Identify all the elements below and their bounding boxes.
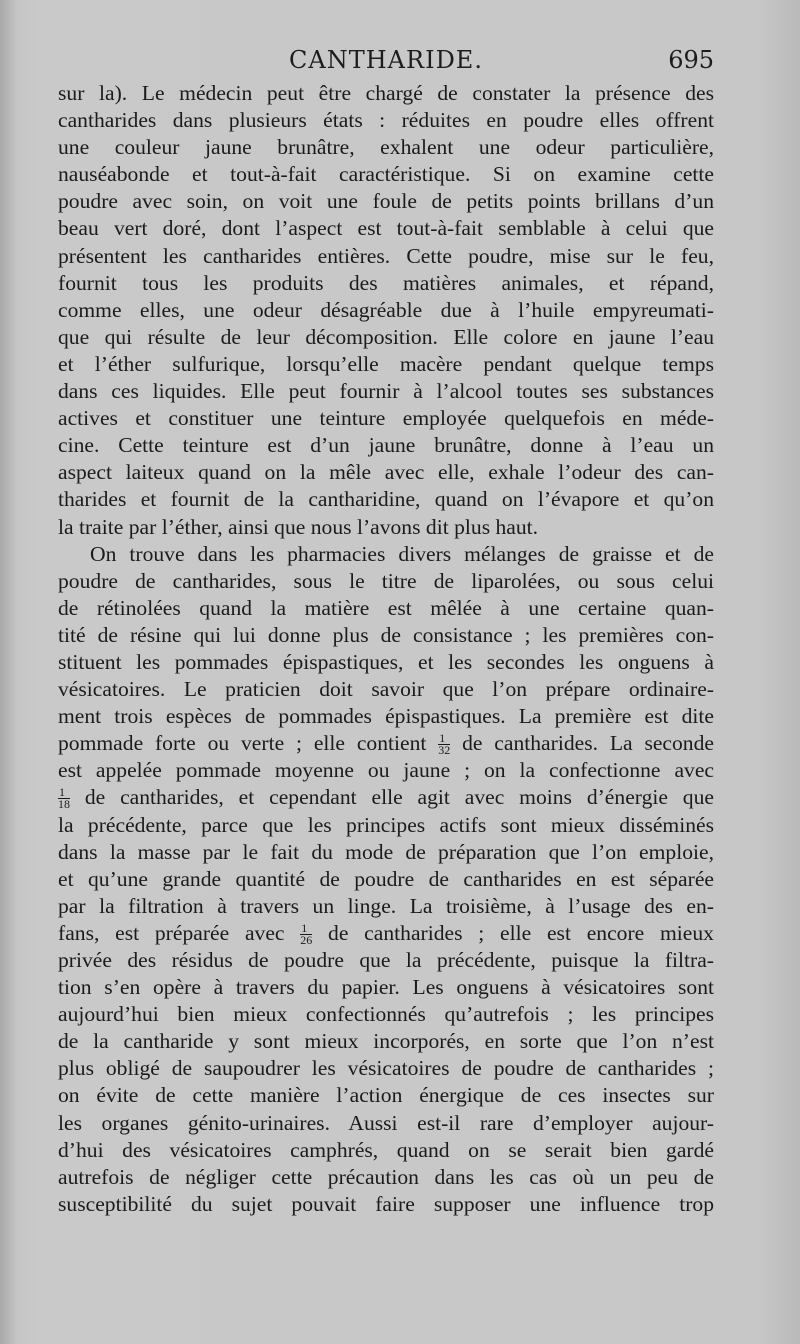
text-line: poudre de cantharides, sous le titre de liparolées, ou sous celui — [58, 568, 714, 593]
text-fragment: de cantharides, et cependant elle agit avec moins d’énergie que — [70, 785, 714, 810]
page-header — [58, 42, 714, 76]
text-line: la traite par l’éther, ainsi que nous l’avons dit plus haut. — [58, 514, 539, 539]
text-line: présentent les cantharides entières. Cette poudre, mise sur le feu, — [58, 243, 714, 268]
page-number: 695 — [668, 46, 714, 74]
text-line: d’hui des vésicatoires camphrés, quand on se serait bien gardé — [58, 1137, 714, 1162]
fraction-numerator: 1 — [300, 923, 312, 935]
text-line: on évite de cette manière l’action énergique de ces insectes sur — [58, 1083, 714, 1108]
text-line: est appelée pommade moyenne ou jaune ; on la confectionne avec — [58, 758, 714, 783]
text-line: nauséabonde et tout-à-fait caractéristique. Si on examine cette — [58, 162, 714, 187]
text-line: vésicatoires. Le praticien doit savoir que l’on prépare ordinaire- — [58, 677, 714, 702]
text-line: de rétinolées quand la matière est mêlée à une certaine quan- — [58, 595, 714, 620]
text-line: fournit tous les produits des matières animales, et répand, — [58, 270, 714, 295]
text-line: et l’éther sulfurique, lorsqu’elle macère pendant quelque temps — [58, 351, 714, 376]
fraction-denominator: 26 — [300, 932, 313, 947]
fraction-denominator: 32 — [438, 743, 451, 758]
text-line-with-fraction — [58, 784, 714, 811]
text-line: plus obligé de saupoudrer les vésicatoires de poudre de cantharides ; — [58, 1056, 714, 1081]
text-line: les organes génito-urinaires. Aussi est-il rare d’employer aujour- — [58, 1110, 714, 1135]
fraction-numerator: 1 — [58, 787, 70, 799]
text-line: stituent les pommades épispastiques, et les secondes les onguens à — [58, 649, 714, 674]
text-line: On trouve dans les pharmacies divers mélanges de graisse et de — [90, 541, 714, 566]
text-fragment: fans, est préparée avec — [58, 920, 301, 945]
text-line: tité de résine qui lui donne plus de consistance ; les premières con- — [58, 622, 714, 647]
text-line: dans la masse par le fait du mode de préparation que l’on emploie, — [58, 839, 714, 864]
text-line: cantharides dans plusieurs états : réduites en poudre elles offrent — [58, 108, 714, 133]
text-line-with-fraction — [58, 730, 714, 757]
text-fragment: de cantharides ; elle est encore mieux — [312, 920, 714, 945]
fraction-one-eighteenth — [58, 787, 70, 810]
text-line: comme elles, une odeur désagréable due à l’huile empyreumati- — [58, 297, 714, 322]
text-line: une couleur jaune brunâtre, exhalent une odeur particulière, — [58, 135, 714, 160]
text-line: beau vert doré, dont l’aspect est tout-à-fait semblable à celui que — [58, 216, 714, 241]
text-fragment: pommade forte ou verte ; elle contient — [58, 731, 439, 756]
fraction-one-thirty-second — [438, 733, 450, 756]
fraction-denominator: 18 — [58, 797, 70, 812]
text-line: tion s’en opère à travers du papier. Les onguens à vésicatoires sont — [58, 975, 714, 1000]
text-line: cine. Cette teinture est d’un jaune brunâtre, donne à l’eau un — [58, 433, 714, 458]
text-line: et qu’une grande quantité de poudre de cantharides en est séparée — [58, 866, 714, 891]
text-line-with-fraction — [58, 920, 714, 947]
text-line: la précédente, parce que les principes actifs sont mieux disséminés — [58, 812, 714, 837]
text-line: par la filtration à travers un linge. La troisième, à l’usage des en- — [58, 893, 714, 918]
text-line: susceptibilité du sujet pouvait faire supposer une influence trop — [58, 1191, 714, 1216]
text-line: ment trois espèces de pommades épispastiques. La première est dite — [58, 704, 714, 729]
fraction-one-twenty-sixth — [300, 920, 313, 947]
text-line: aspect laiteux quand on la mêle avec elle, exhale l’odeur des can- — [58, 460, 714, 485]
text-line: sur la). Le médecin peut être chargé de constater la présence des — [58, 81, 714, 105]
text-line: privée des résidus de poudre que la précédente, puisque la filtra- — [58, 948, 714, 972]
fraction-numerator: 1 — [438, 733, 450, 745]
text-line: dans ces liquides. Elle peut fournir à l’alcool toutes ses substances — [58, 379, 714, 404]
text-line: actives et constituer une teinture employée quelquefois en méde- — [58, 406, 714, 431]
text-line: aujourd’hui bien mieux confectionnés qu’autrefois ; les principes — [58, 1002, 714, 1027]
text-fragment: de cantharides. La seconde — [450, 731, 714, 756]
text-line: que qui résulte de leur décomposition. Elle colore en jaune l’eau — [58, 324, 714, 349]
text-line: autrefois de négliger cette précaution dans les cas où un peu de — [58, 1164, 714, 1189]
text-line: poudre avec soin, on voit une foule de petits points brillans d’un — [58, 189, 714, 214]
text-line: tharides et fournit de la cantharidine, quand on l’évapore et qu’on — [58, 487, 714, 512]
running-title: CANTHARIDE. — [289, 46, 483, 74]
text-line: de la cantharide y sont mieux incorporés, en sorte que l’on n’est — [58, 1029, 714, 1054]
page-body — [58, 80, 714, 1218]
